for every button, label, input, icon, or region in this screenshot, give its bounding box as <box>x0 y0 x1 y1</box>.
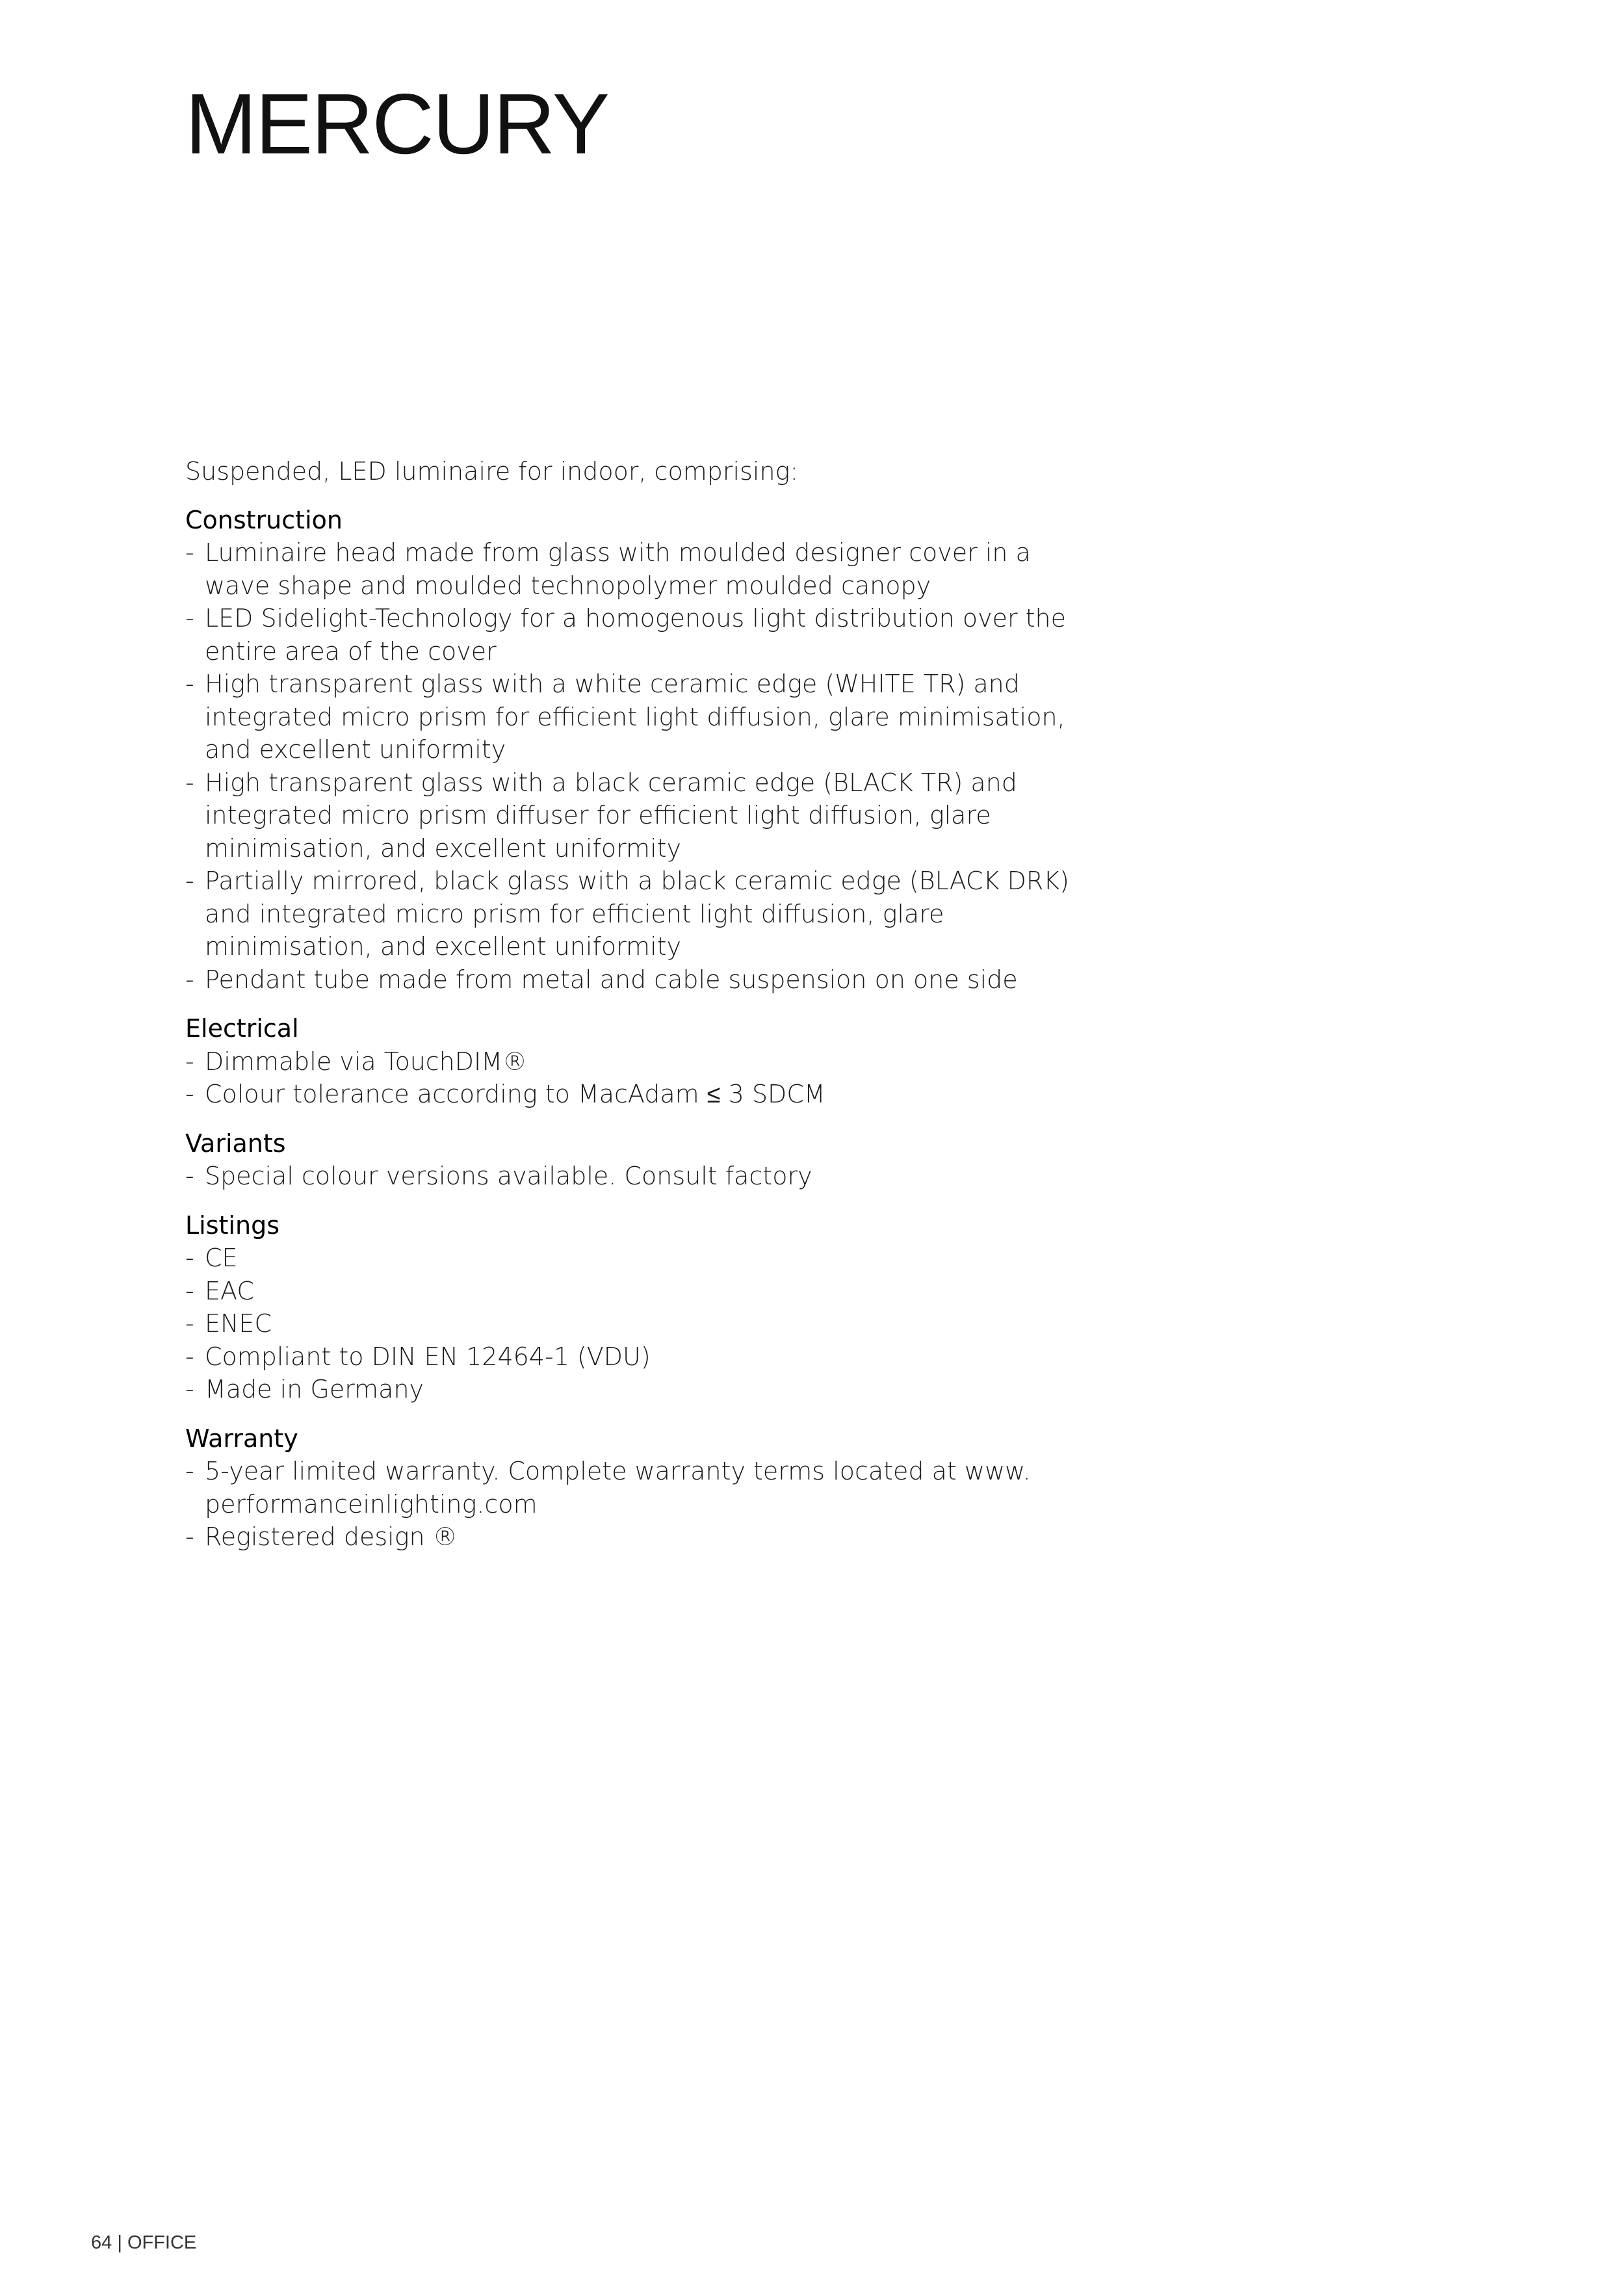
page-footer <box>91 2234 196 2252</box>
spec-content <box>185 455 1095 1570</box>
section-heading: Electrical <box>185 1014 299 1043</box>
bullet-list <box>185 1455 1095 1554</box>
list-item: - Compliant to DIN EN 12464-1 (VDU) <box>185 1340 1095 1374</box>
footer-separator: | <box>117 2232 122 2253</box>
list-item: - Pendant tube made from metal and cable suspension on one side <box>185 963 1095 997</box>
page-title: MERCURY <box>185 76 608 172</box>
list-item: - EAC <box>185 1275 1095 1308</box>
section-listings <box>185 1209 1095 1406</box>
intro-text: Suspended, LED luminaire for indoor, comprising: <box>185 457 799 486</box>
bullet-list <box>185 1160 1095 1193</box>
list-item: - ENEC <box>185 1307 1095 1340</box>
list-item: - Registered design ® <box>185 1520 1095 1554</box>
section-variants <box>185 1127 1095 1193</box>
list-item: - Colour tolerance according to MacAdam ≤ 3 SDCM <box>185 1078 1095 1111</box>
bullet-list <box>185 1045 1095 1111</box>
list-item: - Luminaire head made from glass with moulded designer cover in a wave shape and moulded technopolymer moulded canopy <box>185 536 1095 602</box>
list-item: - LED Sidelight-Technology for a homogenous light distribution over the entire area of the cover <box>185 602 1095 668</box>
list-item: - High transparent glass with a white ceramic edge (WHITE TR) and integrated micro prism for efficient light diffusion, glare minimisation, and excellent uniformity <box>185 668 1095 766</box>
list-item: - Dimmable via TouchDIM® <box>185 1045 1095 1078</box>
section-construction <box>185 504 1095 997</box>
list-item: - High transparent glass with a black ceramic edge (BLACK TR) and integrated micro prism diffuser for efficient light diffusion, glare minimisation, and excellent uniformity <box>185 766 1095 865</box>
list-item: - Made in Germany <box>185 1373 1095 1406</box>
section-heading: Construction <box>185 505 343 534</box>
section-heading: Warranty <box>185 1424 298 1453</box>
list-item: - CE <box>185 1242 1095 1275</box>
bullet-list <box>185 1242 1095 1406</box>
list-item: - 5-year limited warranty. Complete warranty terms located at www. performanceinlighting.com <box>185 1455 1095 1520</box>
bullet-list <box>185 536 1095 996</box>
list-item: - Partially mirrored, black glass with a black ceramic edge (BLACK DRK) and integrated micro prism for efficient light diffusion, glare minimisation, and excellent uniformity <box>185 865 1095 963</box>
section-heading: Listings <box>185 1210 279 1240</box>
section-heading: Variants <box>185 1128 286 1158</box>
section-electrical <box>185 1012 1095 1111</box>
section-warranty <box>185 1422 1095 1554</box>
page-number: 64 <box>91 2232 112 2253</box>
footer-section: OFFICE <box>127 2232 197 2253</box>
list-item: - Special colour versions available. Consult factory <box>185 1160 1095 1193</box>
